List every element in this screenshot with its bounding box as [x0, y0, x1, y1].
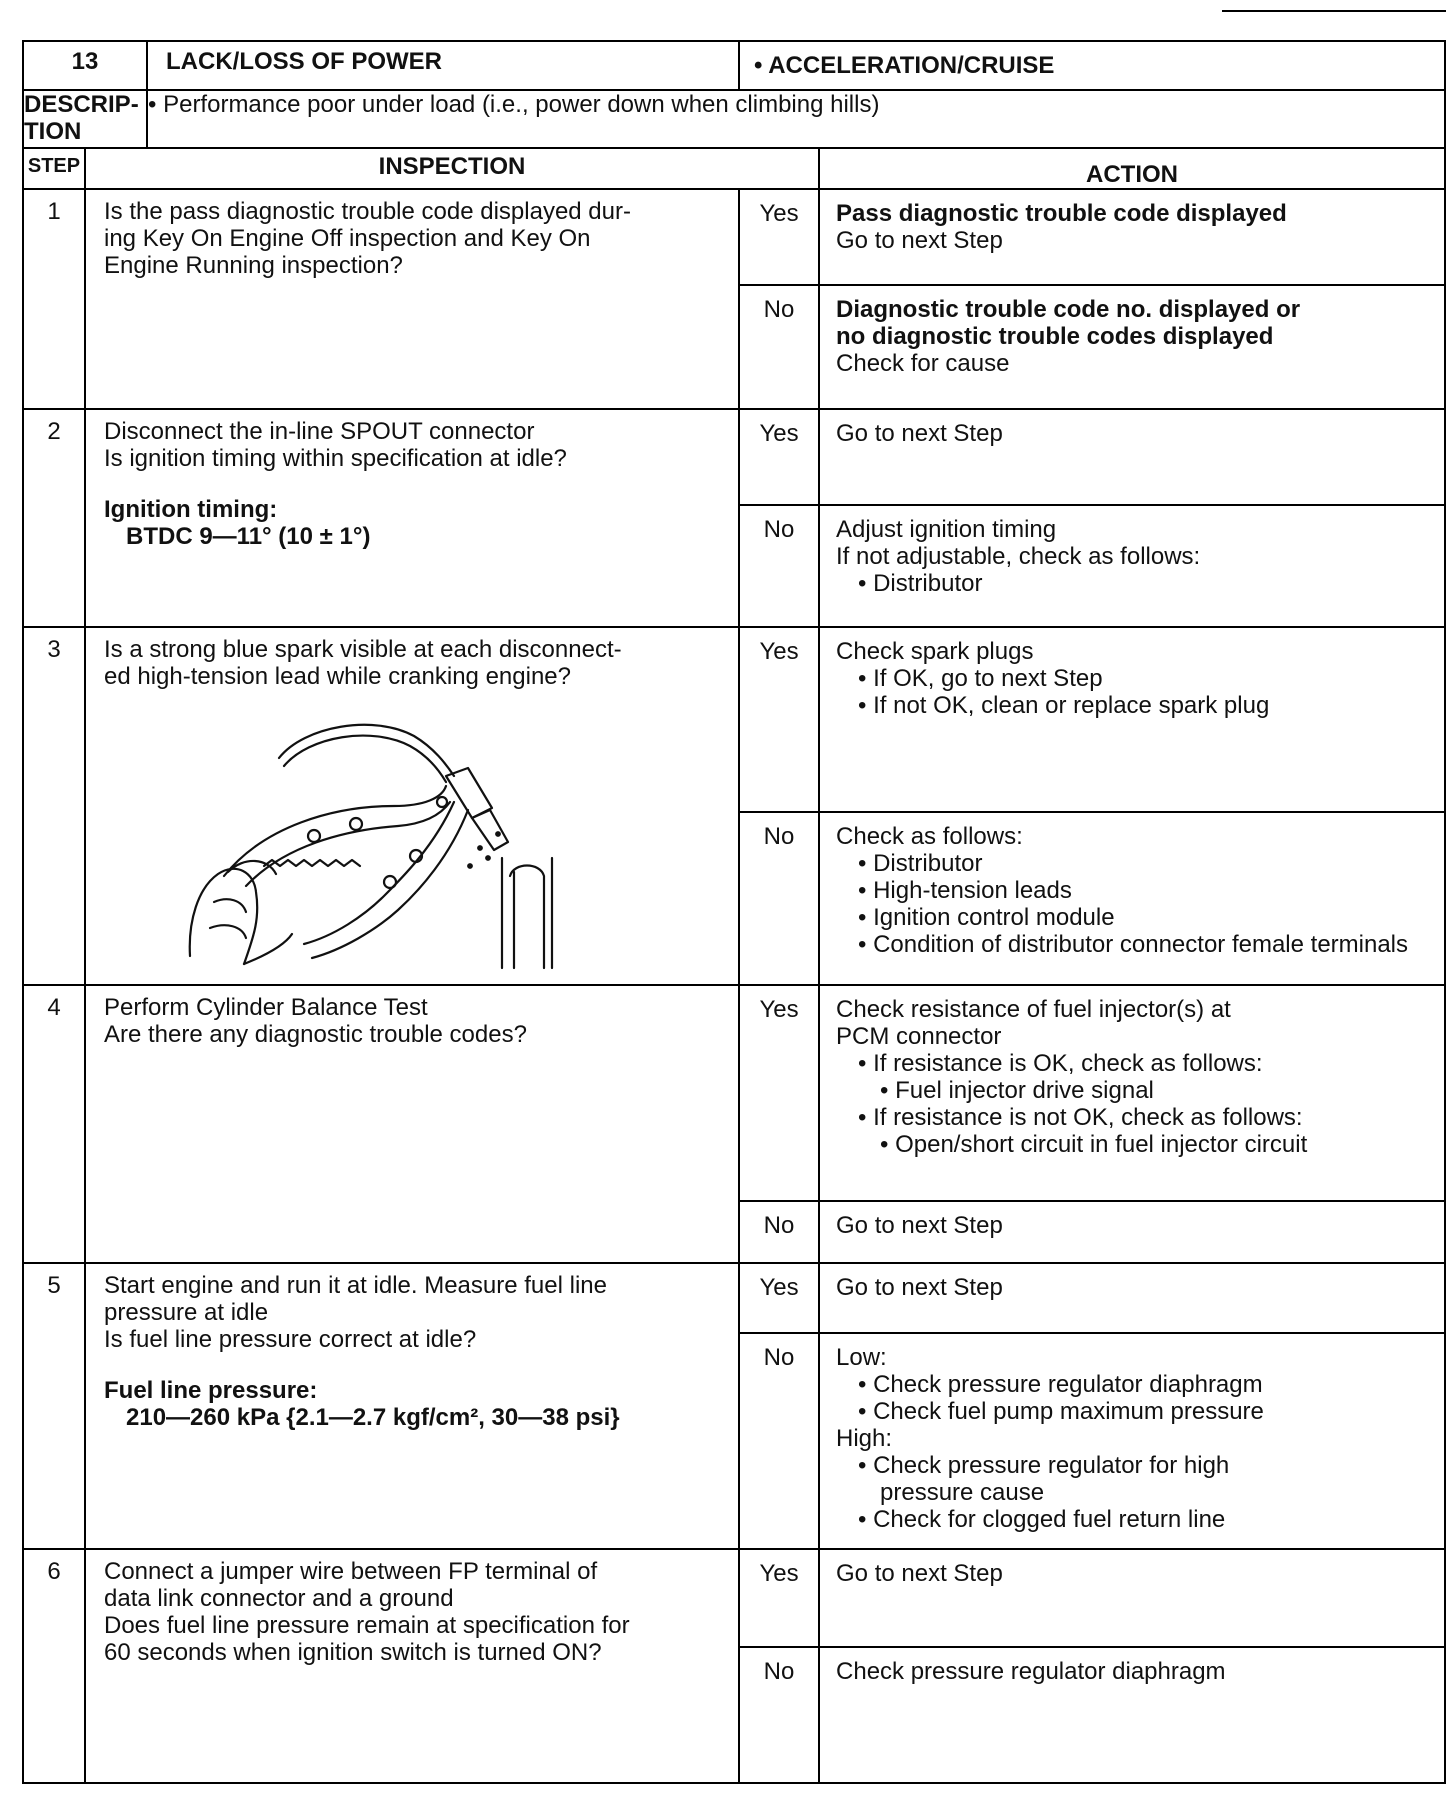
step-number: 4 [23, 985, 85, 1263]
spec-value: 210—260 kPa {2.1—2.7 kgf/cm², 30—38 psi} [126, 1404, 620, 1431]
spec-value: BTDC 9—11° (10 ± 1°) [126, 523, 371, 550]
step-row [23, 985, 1445, 1201]
yes-label: Yes [739, 627, 819, 812]
yes-action: Go to next Step [819, 1263, 1445, 1333]
step-row [23, 1549, 1445, 1647]
yes-action: Check spark plugs • If OK, go to next Step • If not OK, clean or replace spark plug [819, 627, 1445, 812]
no-label: No [739, 1201, 819, 1263]
action-column-header: ACTION [819, 148, 1445, 189]
description-label: DESCRIP- TION [23, 90, 147, 148]
yes-label: Yes [739, 409, 819, 505]
yes-action: Go to next Step [819, 1549, 1445, 1647]
step-inspection: Is the pass diagnostic trouble code displayed dur- ing Key On Engine Off inspection and Key On Engine Running inspection? [85, 189, 739, 409]
spec-label: Fuel line pressure: [104, 1377, 318, 1404]
step-column-header: STEP [23, 148, 85, 189]
spec-label: Ignition timing: [104, 496, 278, 523]
symptom-title: LACK/LOSS OF POWER [147, 41, 739, 90]
yes-label: Yes [739, 1263, 819, 1333]
step-row [23, 1263, 1445, 1333]
no-label: No [739, 812, 819, 985]
yes-label: Yes [739, 1549, 819, 1647]
column-header-row [23, 148, 1445, 189]
no-label: No [739, 1333, 819, 1549]
step-row [23, 189, 1445, 285]
step-number: 6 [23, 1549, 85, 1783]
description-text: • Performance poor under load (i.e., power down when climbing hills) [147, 90, 1445, 148]
step-row [23, 627, 1445, 812]
yes-label: Yes [739, 189, 819, 285]
step-inspection: Connect a jumper wire between FP terminal of data link connector and a ground Does fuel line pressure remain at specification for 60 seconds when ignition switch is turned ON? [85, 1549, 739, 1783]
header-row [23, 41, 1445, 90]
no-label: No [739, 1647, 819, 1783]
no-action: Diagnostic trouble code no. displayed or no diagnostic trouble codes displayed Check for cause [819, 285, 1445, 409]
description-row [23, 90, 1445, 148]
no-label: No [739, 285, 819, 409]
troubleshooting-table [22, 40, 1446, 1784]
step-inspection: Start engine and run it at idle. Measure fuel line pressure at idle Is fuel line pressure correct at idle? Fuel line pressure: 210—260 kPa {2.1—2.7 kgf/cm², 30—38 psi} [85, 1263, 739, 1549]
spark-test-illustration [184, 706, 564, 976]
no-label: No [739, 505, 819, 627]
yes-action: Go to next Step [819, 409, 1445, 505]
page-top-rule [1222, 10, 1446, 12]
no-action: Check pressure regulator diaphragm [819, 1647, 1445, 1783]
step-row [23, 409, 1445, 505]
yes-label: Yes [739, 985, 819, 1201]
no-action: Low: • Check pressure regulator diaphragm • Check fuel pump maximum pressure High: • Check pressure regulator for high pressure cause • Check for clogged fuel return line [819, 1333, 1445, 1549]
step-inspection: Disconnect the in-line SPOUT connector Is ignition timing within specification at idle? Ignition timing: BTDC 9—11° (10 ± 1°) [85, 409, 739, 627]
symptom-condition: • ACCELERATION/CRUISE [739, 41, 1445, 90]
no-action: Check as follows: • Distributor • High-tension leads • Ignition control module • Condition of distributor connector female terminals [819, 812, 1445, 985]
step-number: 3 [23, 627, 85, 985]
step-number: 5 [23, 1263, 85, 1549]
yes-action: Check resistance of fuel injector(s) at PCM connector • If resistance is OK, check as follows: • Fuel injector drive signal • If resistance is not OK, check as follows: • Open/short circuit in fuel injector circuit [819, 985, 1445, 1201]
yes-action: Pass diagnostic trouble code displayed Go to next Step [819, 189, 1445, 285]
no-action: Adjust ignition timing If not adjustable, check as follows: • Distributor [819, 505, 1445, 627]
step-number: 1 [23, 189, 85, 409]
step-inspection: Perform Cylinder Balance Test Are there any diagnostic trouble codes? [85, 985, 739, 1263]
step-inspection: Is a strong blue spark visible at each disconnect- ed high-tension lead while cranking engine? [85, 627, 739, 985]
step-number: 2 [23, 409, 85, 627]
inspection-column-header: INSPECTION [85, 148, 819, 189]
no-action: Go to next Step [819, 1201, 1445, 1263]
troubleshooting-number: 13 [23, 41, 147, 90]
